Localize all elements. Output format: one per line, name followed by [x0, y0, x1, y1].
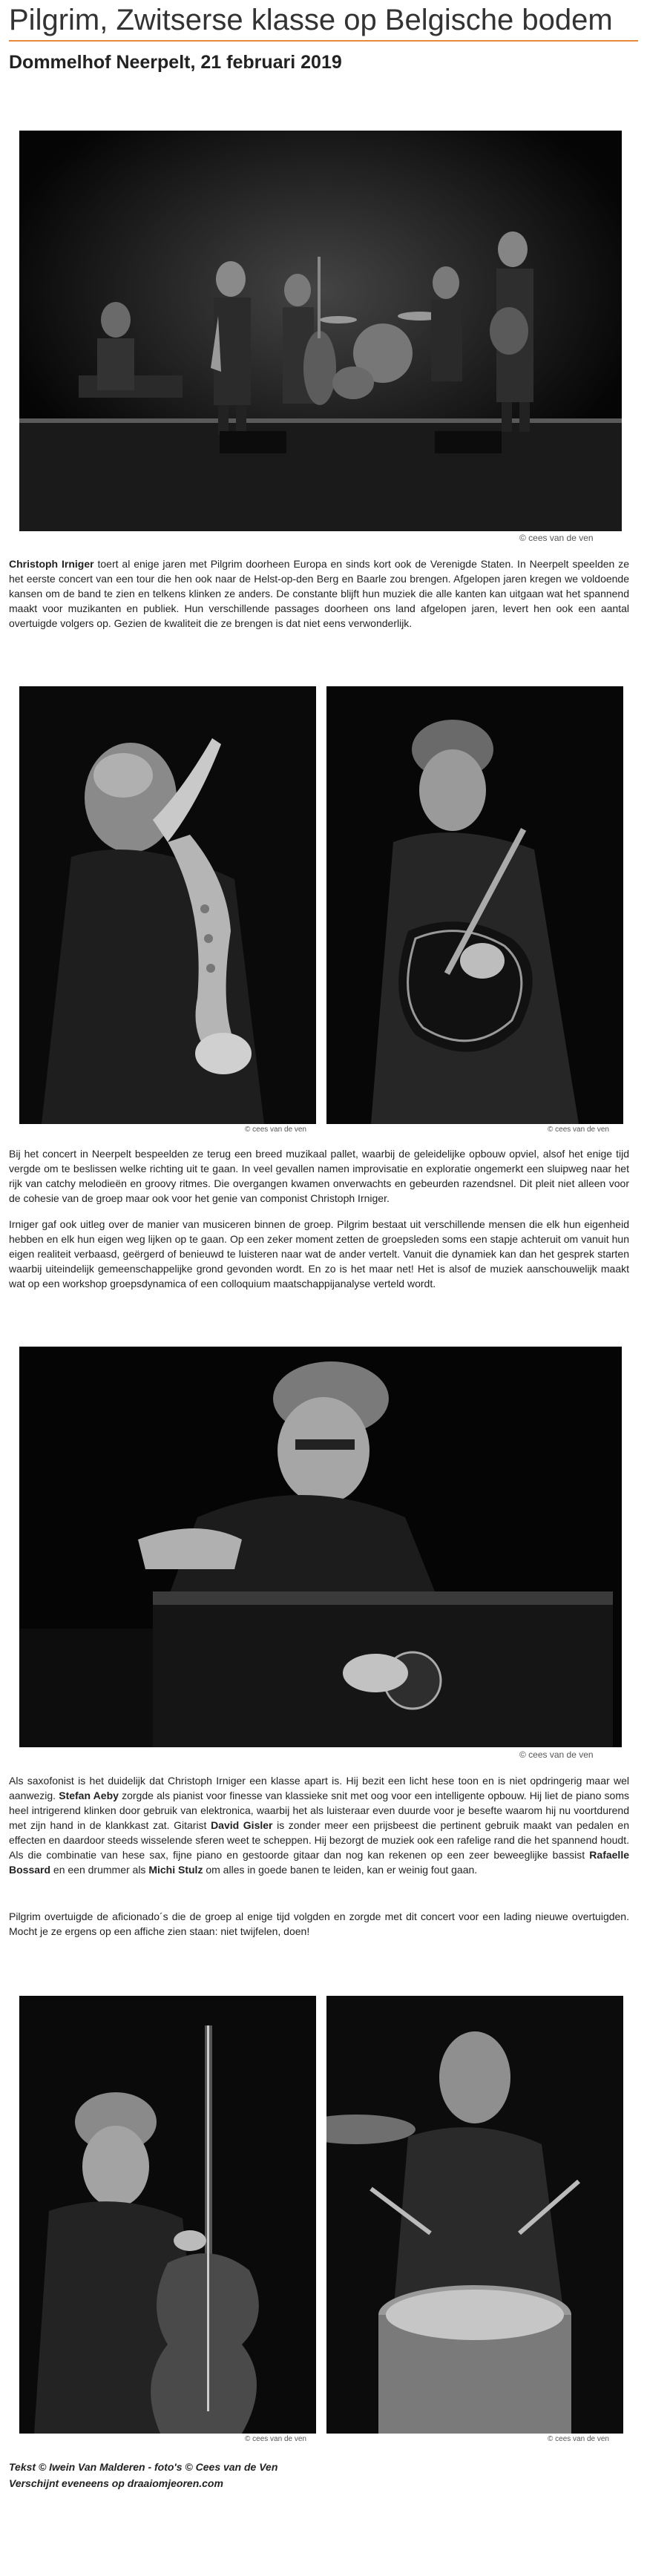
name-christoph-irniger: Christoph Irniger [9, 558, 94, 570]
text-segment: Als saxofonist is het duidelijk dat Christoph Irniger een klasse apart is. Hij bezit een licht hese toon en is niet opdringerig maar wel aanwezig. [9, 1775, 629, 1801]
photo-credit: © cees van de ven [519, 1749, 594, 1760]
name-david-gisler: David Gisler [211, 1819, 273, 1831]
text-segment: is zonder meer een prijsbeest die pertinent gebruik maakt van pedalen en effecten en daardoor steeds wisselende sferen weet te scheppen. Hij bezorgt de muziek ook een rafelige rand die het spannend houdt. Als die combinatie van hese sax, fijne piano en gestoorde gitaar dan nog kan rekenen op een zeer beweeglijke bassist [9, 1819, 629, 1861]
text-segment: zorgde als pianist voor finesse van klassieke snit met oog voor een intelligente opbouw. Hij liet de piano soms heel intrigerend klinken door gebruik van elektronica, waarbij het als luisteraar even duurde voor je besefte waarom hij nu voortdurend met zijn hand in de klankkast zat. Gitarist [9, 1790, 629, 1831]
name-rafaelle-bossard: Rafaelle Bossard [9, 1849, 629, 1876]
photo-credit-inline: © cees van de ven [245, 2435, 306, 2443]
title-divider [9, 40, 638, 42]
photo-band-stage [19, 131, 622, 531]
photo-saxophonist [19, 686, 316, 1124]
paragraph-musicians [9, 1773, 629, 1877]
page-title: Pilgrim, Zwitserse klasse op Belgische bodem [9, 4, 613, 36]
paragraph-group: Irniger gaf ook uitleg over de manier van musiceren binnen de groep. Pilgrim bestaat uit verschillende mensen die elk hun eigenheid hebben en elk hun eigen weg lijken op te gaan. Op een zeker moment zetten de groepsleden soms een stapje achteruit om vanuit hun eigen realiteit verbaasd, geërgerd of benieuwd te luisteren naar wat de ander vertelt. Vanuit die dynamiek kan dan het gesprek starten waarbij uiteindelijk gemeenschappelijke grond gevonden wordt. En zo is het maar net! Het is alsof de muziek aanschouwelijk maakt wat op een workshop groepsdynamica of een colloquium maatschappijanalyse verteld wordt. [9, 1218, 629, 1289]
footer-publication-prefix: Verschijnt eveneens op [9, 2477, 128, 2489]
paragraph-intro-text: toert al enige jaren met Pilgrim doorheen Europa en sinds kort ook de Verenigde Staten. In Neerpelt speelden ze het eerste concert van een tour die hen ook naar de Helst-op-den Berg en Baarle zou brengen. Afgelopen jaren kregen we voldoende kansen om de band te zien en telkens klinken ze anders. De constante blijft hun muziek die alle kanten kan uitgaan wat het spannend maakt voor muzikanten en publiek. Hun verschillende passages doorheen ons land afgelopen jaren, levert hen ook een aantal overtuigde volgers op. Gezien de kwaliteit die ze brengen is dat niet eens verwonderlijk. [9, 558, 629, 629]
paragraph-concert: Bij het concert in Neerpelt bespeelden ze terug een breed muzikaal pallet, waarbij de geleidelijke opbouw opviel, alsof het enige tijd vergde om te beslissen welke richting uit te gaan. In veel gevallen namen improvisatie en exploratie ongemerkt een sluipweg naar het rijk van catchy melodieën en groovy ritmes. Die overgangen kwamen onverwachts en gebeurden razendsnel. Dit pleit niet alleen voor de cohesie van de groep maar ook voor het genie van componist Christoph Irniger. [9, 1148, 629, 1204]
text-segment: en een drummer als [50, 1864, 149, 1876]
photo-pianist [19, 1347, 622, 1747]
text-segment: om alles in goede banen te leiden, kan er weinig fout gaan. [203, 1864, 478, 1876]
name-stefan-aeby: Stefan Aeby [59, 1790, 119, 1801]
photo-credit-inline: © cees van de ven [548, 1126, 609, 1134]
footer-text-credit [9, 2459, 277, 2475]
footer-credit-line: Tekst © Iwein Van Malderen - foto's © Cees van de Ven [9, 2461, 278, 2473]
name-michi-stulz: Michi Stulz [148, 1864, 203, 1876]
paragraph-intro [9, 556, 629, 631]
footer-publication-link[interactable]: draaiomjeoren.com [127, 2477, 223, 2489]
photo-bassist [19, 1996, 316, 2434]
photo-credit-inline: © cees van de ven [245, 1126, 306, 1134]
photo-guitarist [326, 686, 623, 1124]
paragraph-conclusion: Pilgrim overtuigde de aficionado´s die de groep al enige tijd volgden en zorgde met dit concert voor een lading nieuwe overtuigden. Mocht je ze ergens op een affiche zien staan: niet twijfelen, doen! [9, 1910, 629, 1937]
footer-credits [9, 2459, 277, 2491]
concert-subtitle: Dommelhof Neerpelt, 21 februari 2019 [9, 52, 342, 73]
photo-drummer [326, 1996, 623, 2434]
footer-publication-line [9, 2475, 277, 2491]
photo-credit-inline: © cees van de ven [548, 2435, 609, 2443]
photo-credit: © cees van de ven [519, 533, 594, 543]
